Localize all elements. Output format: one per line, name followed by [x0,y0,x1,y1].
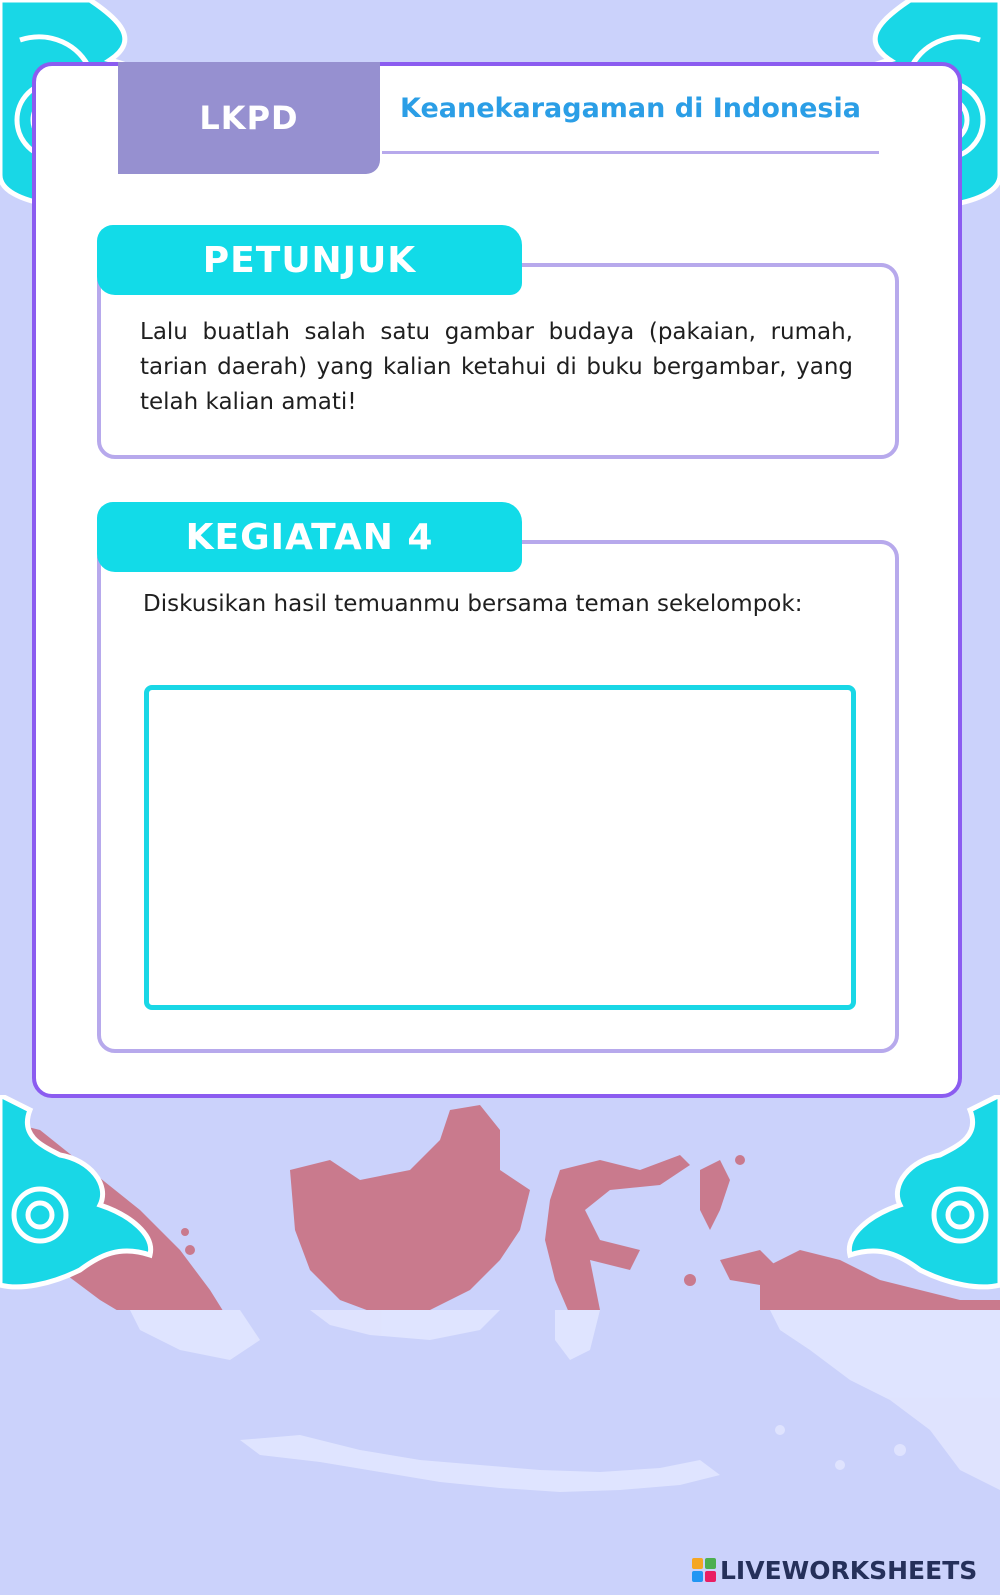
lkpd-tab [118,62,380,174]
liveworksheets-logo-icon [692,1558,716,1582]
liveworksheets-brand[interactable] [692,1555,977,1585]
page-title: Keanekaragaman di Indonesia [400,93,861,124]
petunjuk-heading-pill [97,225,522,295]
answer-drawing-area[interactable] [144,685,856,1010]
petunjuk-text: Lalu buatlah salah satu gambar budaya (pakaian, rumah, tarian daerah) yang kalian ketahui di buku bergambar, yang telah kalian amati! [140,319,853,415]
cloud-ornament-bottom-left-icon [0,1095,160,1295]
kegiatan-heading: KEGIATAN 4 [185,516,434,558]
brand-name: LIVEWORKSHEETS [720,1555,978,1585]
title-banner [382,66,879,154]
kegiatan-heading-pill [97,502,522,572]
cloud-ornament-bottom-right-icon [840,1095,1000,1295]
lkpd-label: LKPD [199,99,299,137]
kegiatan-text: Diskusikan hasil temuanmu bersama teman sekelompok: [143,591,803,617]
petunjuk-heading: PETUNJUK [202,239,417,281]
